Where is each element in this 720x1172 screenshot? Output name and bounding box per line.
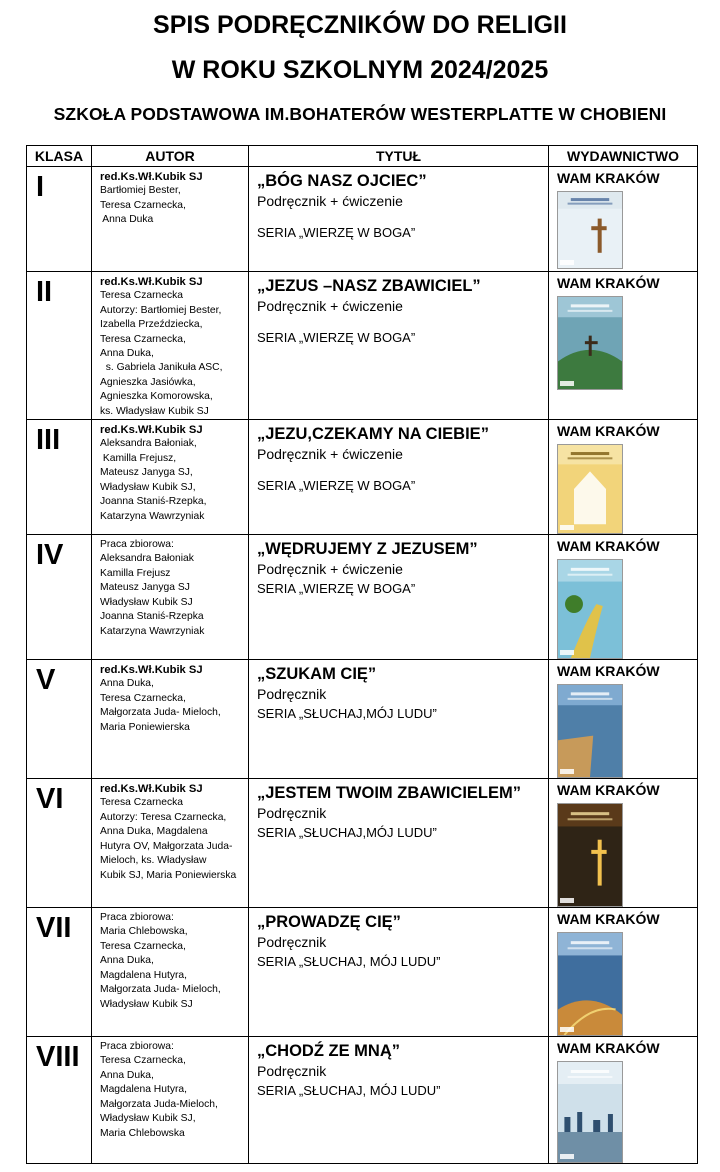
tytul-cell xyxy=(249,1037,549,1164)
tytul-cell xyxy=(249,660,549,779)
book-title: „SZUKAM CIĘ” xyxy=(257,665,377,684)
autor-line: Maria Chlebowska xyxy=(100,1127,185,1139)
table-header-row xyxy=(27,146,698,167)
autor-editor: red.Ks.Wł.Kubik SJ xyxy=(100,171,203,183)
autor-cell xyxy=(92,272,249,420)
autor-cell xyxy=(92,167,249,272)
book-series: SERIA „SŁUCHAJ,MÓJ LUDU” xyxy=(257,706,437,722)
autor-line: Teresa Czarnecka, xyxy=(100,940,186,952)
header-tytul: TYTUŁ xyxy=(249,146,549,167)
book-title: „JESTEM TWOIM ZBAWICIELEM” xyxy=(257,784,521,803)
book-title: „JEZU,CZEKAMY NA CIEBIE” xyxy=(257,425,489,444)
autor-line: Anna Duka, xyxy=(100,678,154,690)
book-series: SERIA „WIERZĘ W BOGA” xyxy=(257,330,416,345)
klasa-cell xyxy=(27,167,92,272)
book-series: SERIA „WIERZĘ W BOGA” xyxy=(257,225,416,240)
publisher-name: WAM KRAKÓW xyxy=(557,538,660,555)
autor-editor: red.Ks.Wł.Kubik SJ xyxy=(100,664,203,677)
autor-line: Kamilla Frejusz, xyxy=(100,452,177,464)
autor-line: Hutyra OV, Małgorzata Juda- xyxy=(100,840,233,852)
autor-line: Teresa Czarnecka, xyxy=(100,1055,186,1067)
autor-cell xyxy=(92,660,249,779)
autor-line: Anna Duka, xyxy=(100,1069,154,1081)
table-row xyxy=(27,660,698,779)
autor-line: Władysław Kubik SJ, xyxy=(100,481,196,493)
autor-line: Teresa Czarnecka xyxy=(100,290,183,302)
autor-line: Aleksandra Bałoniak, xyxy=(100,438,197,450)
book-type: Podręcznik + ćwiczenie xyxy=(257,298,403,314)
book-series: SERIA „SŁUCHAJ, MÓJ LUDU” xyxy=(257,1083,441,1099)
wydawnictwo-cell xyxy=(549,660,698,779)
class-number: VI xyxy=(36,783,64,816)
header-autor: AUTOR xyxy=(92,146,249,167)
book-title: „BÓG NASZ OJCIEC” xyxy=(257,172,427,190)
wydawnictwo-cell xyxy=(549,535,698,660)
tytul-cell xyxy=(249,420,549,535)
class-number: IV xyxy=(36,539,64,572)
class-number: VII xyxy=(36,912,72,945)
autor-line: Magdalena Hutyra, xyxy=(100,1084,188,1096)
table-row xyxy=(27,535,698,660)
autor-line: Joanna Staniś-Rzepka xyxy=(100,611,204,623)
autor-line: Anna Duka, xyxy=(100,348,154,360)
book-type: Podręcznik + ćwiczenie xyxy=(257,193,403,209)
autor-line: Agnieszka Komorowska, xyxy=(100,391,213,403)
book-title: „CHODŹ ZE MNĄ” xyxy=(257,1042,400,1061)
autor-line: Kubik SJ, Maria Poniewierska xyxy=(100,869,237,881)
klasa-cell xyxy=(27,272,92,420)
autor-editor: red.Ks.Wł.Kubik SJ xyxy=(100,276,203,288)
autor-line: Władysław Kubik SJ xyxy=(100,998,193,1010)
klasa-cell xyxy=(27,535,92,660)
wydawnictwo-cell xyxy=(549,1037,698,1164)
autor-line: Autorzy: Teresa Czarnecka, xyxy=(100,811,227,823)
autor-cell xyxy=(92,420,249,535)
textbook-table xyxy=(26,145,698,1164)
book-series: SERIA „WIERZĘ W BOGA” xyxy=(257,581,416,597)
tytul-cell xyxy=(249,167,549,272)
publisher-name: WAM KRAKÓW xyxy=(557,1040,660,1057)
autor-line: Autorzy: Bartłomiej Bester, xyxy=(100,304,222,316)
autor-line: Agnieszka Jasiówka, xyxy=(100,376,196,388)
wydawnictwo-cell xyxy=(549,420,698,535)
autor-line: s. Gabriela Janikuła ASC, xyxy=(100,362,223,374)
book-title: „JEZUS –NASZ ZBAWICIEL” xyxy=(257,277,481,295)
publisher-name: WAM KRAKÓW xyxy=(557,423,660,440)
book-cover-jezu-czekamy-icon xyxy=(557,444,623,534)
school-name: SZKOŁA PODSTAWOWA IM.BOHATERÓW WESTERPLATTE W CHOBIENI xyxy=(53,104,667,124)
tytul-cell xyxy=(249,908,549,1037)
class-number: V xyxy=(36,664,56,697)
book-cover-jestem-twoim-zbawicielem-icon xyxy=(557,803,623,907)
autor-line: Władysław Kubik SJ, xyxy=(100,1113,196,1125)
class-number: I xyxy=(36,171,45,203)
class-number: II xyxy=(36,276,53,308)
autor-line: Teresa Czarnecka, xyxy=(100,692,186,704)
autor-line: Anna Duka xyxy=(100,214,154,226)
autor-line: Teresa Czarnecka xyxy=(100,797,183,809)
publisher-name: WAM KRAKÓW xyxy=(557,782,660,799)
autor-line: Władysław Kubik SJ xyxy=(100,596,193,608)
publisher-name: WAM KRAKÓW xyxy=(557,911,660,928)
autor-line: ks. Władysław Kubik SJ xyxy=(100,405,209,417)
table-row xyxy=(27,420,698,535)
autor-editor: red.Ks.Wł.Kubik SJ xyxy=(100,783,203,796)
wydawnictwo-cell xyxy=(549,272,698,420)
tytul-cell xyxy=(249,779,549,908)
autor-cell xyxy=(92,779,249,908)
publisher-name: WAM KRAKÓW xyxy=(557,170,660,186)
tytul-cell xyxy=(249,535,549,660)
table-row xyxy=(27,1037,698,1164)
publisher-name: WAM KRAKÓW xyxy=(557,663,660,680)
book-series: SERIA „SŁUCHAJ,MÓJ LUDU” xyxy=(257,825,437,841)
wydawnictwo-cell xyxy=(549,779,698,908)
table-row xyxy=(27,167,698,272)
document-title-line-2: W ROKU SZKOLNYM 2024/2025 xyxy=(171,56,549,84)
book-type: Podręcznik xyxy=(257,686,327,703)
tytul-cell xyxy=(249,272,549,420)
class-number: III xyxy=(36,424,61,457)
autor-cell xyxy=(92,1037,249,1164)
book-type: Podręcznik + ćwiczenie xyxy=(257,446,403,463)
autor-cell xyxy=(92,908,249,1037)
book-series: SERIA „SŁUCHAJ, MÓJ LUDU” xyxy=(257,954,441,970)
book-series: SERIA „WIERZĘ W BOGA” xyxy=(257,478,416,494)
klasa-cell xyxy=(27,779,92,908)
book-cover-prowadze-cie-icon xyxy=(557,932,623,1036)
autor-line: Małgorzata Juda- Mieloch, xyxy=(100,984,221,996)
table-row xyxy=(27,779,698,908)
class-number: VIII xyxy=(36,1041,80,1074)
autor-line: Magdalena Hutyra, xyxy=(100,969,188,981)
autor-line: Mateusz Janyga SJ, xyxy=(100,467,193,479)
autor-line: Maria Poniewierska xyxy=(100,721,190,733)
klasa-cell xyxy=(27,1037,92,1164)
autor-editor: red.Ks.Wł.Kubik SJ xyxy=(100,424,203,437)
autor-line: Praca zbiorowa: xyxy=(100,1041,174,1053)
autor-line: Katarzyna Wawrzyniak xyxy=(100,625,205,637)
klasa-cell xyxy=(27,660,92,779)
header-wydawnictwo: WYDAWNICTWO xyxy=(549,146,698,167)
book-type: Podręcznik + ćwiczenie xyxy=(257,561,403,578)
autor-line: Praca zbiorowa: xyxy=(100,539,174,551)
autor-line: Praca zbiorowa: xyxy=(100,912,174,924)
document-title-line-1: SPIS PODRĘCZNIKÓW DO RELIGII xyxy=(153,11,567,39)
wydawnictwo-cell xyxy=(549,167,698,272)
autor-line: Katarzyna Wawrzyniak xyxy=(100,510,205,522)
book-cover-jezus-nasz-zbawiciel-icon xyxy=(557,296,623,390)
table-row xyxy=(27,272,698,420)
autor-line: Aleksandra Bałoniak xyxy=(100,553,194,565)
autor-line: Joanna Staniś-Rzepka, xyxy=(100,496,207,508)
klasa-cell xyxy=(27,908,92,1037)
autor-line: Mateusz Janyga SJ xyxy=(100,582,190,594)
wydawnictwo-cell xyxy=(549,908,698,1037)
book-type: Podręcznik xyxy=(257,805,327,822)
autor-line: Teresa Czarnecka, xyxy=(100,333,186,345)
book-title: „PROWADZĘ CIĘ” xyxy=(257,913,401,932)
autor-line: Izabella Przeździecka, xyxy=(100,319,203,331)
book-cover-chodz-ze-mna-icon xyxy=(557,1061,623,1163)
book-cover-szukam-cie-icon xyxy=(557,684,623,778)
book-title: „WĘDRUJEMY Z JEZUSEM” xyxy=(257,540,478,559)
autor-line: Teresa Czarnecka, xyxy=(100,199,186,211)
autor-line: Anna Duka, xyxy=(100,955,154,967)
autor-line: Mieloch, ks. Władysław xyxy=(100,855,207,867)
autor-line: Maria Chlebowska, xyxy=(100,926,188,938)
header-klasa: KLASA xyxy=(27,146,92,167)
autor-line: Małgorzata Juda- Mieloch, xyxy=(100,707,221,719)
autor-line: Bartłomiej Bester, xyxy=(100,185,181,197)
book-cover-wedrujemy-icon xyxy=(557,559,623,659)
publisher-name: WAM KRAKÓW xyxy=(557,275,660,291)
table-row xyxy=(27,908,698,1037)
autor-line: Kamilla Frejusz xyxy=(100,567,171,579)
book-type: Podręcznik xyxy=(257,1063,327,1080)
klasa-cell xyxy=(27,420,92,535)
autor-cell xyxy=(92,535,249,660)
book-cover-bog-nasz-ojciec-icon xyxy=(557,191,623,269)
autor-line: Anna Duka, Magdalena xyxy=(100,826,208,838)
book-type: Podręcznik xyxy=(257,934,327,951)
autor-line: Małgorzata Juda-Mieloch, xyxy=(100,1098,218,1110)
